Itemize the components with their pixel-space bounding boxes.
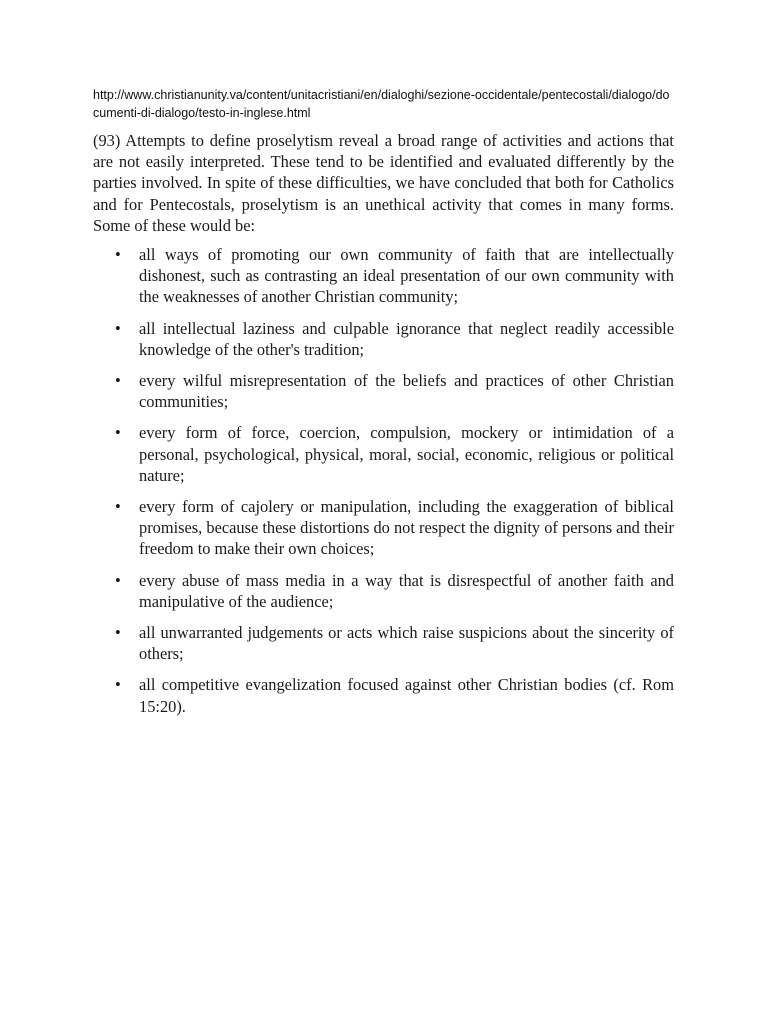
- source-url: http://www.christianunity.va/content/unitacristiani/en/dialoghi/sezione-occidentale/pentecostali/dialogo/documenti-di-dialogo/testo-in-inglese.html: [93, 88, 670, 120]
- list-item-text: all competitive evangelization focused against other Christian bodies (cf. Rom 15:20).: [139, 675, 674, 716]
- document-page: [93, 86, 674, 727]
- bullet-list: [93, 244, 674, 717]
- list-item: [93, 622, 674, 664]
- bullet-marker: •: [115, 245, 121, 265]
- list-item-text: all ways of promoting our own community of faith that are intellectually dishonest, such as contrasting an ideal presentation of our own community with the weaknesses of another Christian community;: [139, 245, 674, 307]
- bullet-marker: •: [115, 497, 121, 517]
- list-item-text: every form of cajolery or manipulation, including the exaggeration of biblical promises, because these distortions do not respect the dignity of persons and their freedom to make their own choices;: [139, 497, 674, 559]
- bullet-marker: •: [115, 371, 121, 391]
- list-item: [93, 370, 674, 412]
- bullet-marker: •: [115, 318, 121, 338]
- intro-paragraph: (93) Attempts to define proselytism reveal a broad range of activities and actions that are not easily interpreted. These tend to be identified and evaluated differently by the parties involved. In spite of these difficulties, we have concluded that both for Catholics and for Pentecostals, proselytism is an unethical activity that comes in many forms. Some of these would be:: [93, 131, 674, 235]
- list-item: [93, 496, 674, 560]
- bullet-marker: •: [115, 675, 121, 695]
- list-item-text: every wilful misrepresentation of the beliefs and practices of other Christian communities;: [139, 371, 674, 412]
- bullet-marker: •: [115, 570, 121, 590]
- list-item: [93, 318, 674, 360]
- list-item: [93, 422, 674, 486]
- bullet-marker: •: [115, 623, 121, 643]
- list-item: [93, 674, 674, 716]
- list-item-text: all intellectual laziness and culpable ignorance that neglect readily accessible knowledge of the other's tradition;: [139, 318, 674, 359]
- list-item: [93, 244, 674, 308]
- list-item-text: every abuse of mass media in a way that is disrespectful of another faith and manipulative of the audience;: [139, 570, 674, 611]
- bullet-marker: •: [115, 423, 121, 443]
- list-item-text: all unwarranted judgements or acts which raise suspicions about the sincerity of others;: [139, 623, 674, 664]
- list-item-text: every form of force, coercion, compulsion, mockery or intimidation of a personal, psychological, physical, moral, social, economic, religious or political nature;: [139, 423, 674, 485]
- list-item: [93, 570, 674, 612]
